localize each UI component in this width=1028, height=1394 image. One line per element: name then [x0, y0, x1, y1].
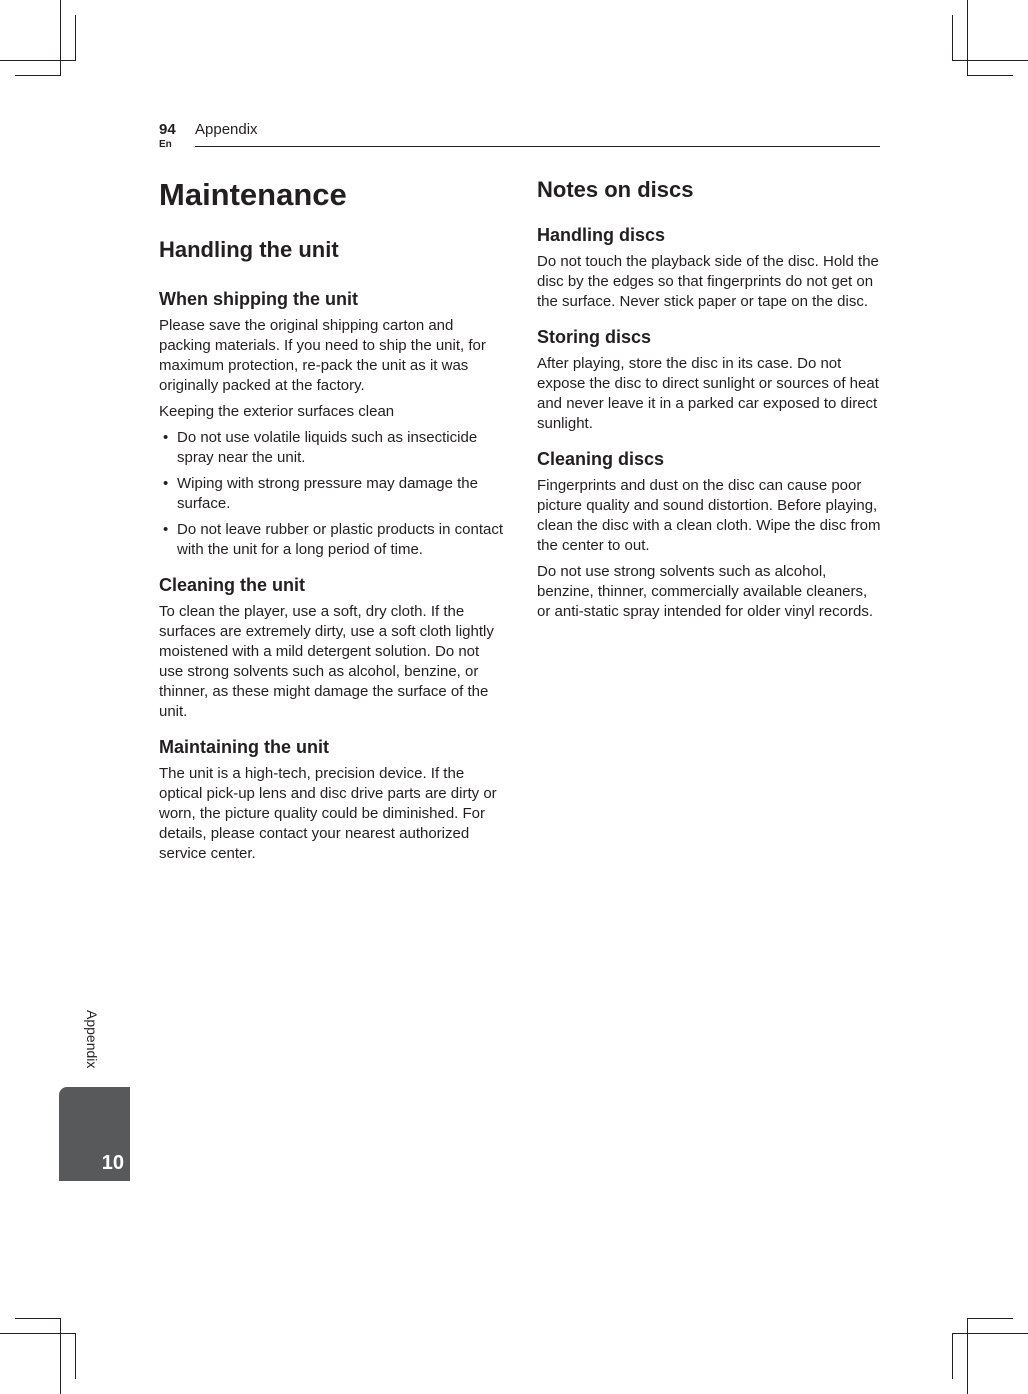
heading-cleaning-unit: Cleaning the unit: [159, 575, 305, 595]
bullet-list: [159, 428, 504, 560]
section-storing-discs: [537, 324, 882, 434]
section-cleaning-unit: [159, 572, 504, 722]
list-item: • Do not leave rubber or plastic products in contact with the unit for a long period of time.: [159, 520, 504, 560]
list-item: • Do not use volatile liquids such as insecticide spray near the unit.: [159, 428, 504, 468]
crop-mark: [75, 1333, 76, 1379]
right-column: [537, 174, 882, 634]
heading-storing-discs: Storing discs: [537, 327, 652, 347]
crop-mark: [967, 1318, 1013, 1319]
page-language: En: [159, 139, 172, 150]
page-title: Maintenance: [159, 177, 347, 212]
side-tab-label: Appendix: [84, 1010, 100, 1069]
crop-mark: [15, 75, 60, 76]
paragraph: Do not use strong solvents such as alcohol, benzine, thinner, commercially available cleaners, or anti-static spray intended for older vinyl records.: [537, 563, 873, 620]
crop-mark: [967, 0, 968, 76]
crop-mark: [0, 60, 76, 61]
paragraph: Please save the original shipping carton and packing materials. If you need to ship the unit, for maximum protection, re-pack the unit as it was originally packed at the factory.: [159, 317, 486, 394]
left-column: [159, 174, 504, 876]
header-section-title: Appendix: [195, 121, 258, 138]
crop-mark: [15, 1318, 60, 1319]
section-title-notes-discs: Notes on discs: [537, 177, 694, 202]
chapter-tab: [59, 1087, 130, 1181]
heading-maintaining-unit: Maintaining the unit: [159, 737, 329, 757]
paragraph: Do not touch the playback side of the disc. Hold the disc by the edges so that fingerprints do not get on the surface. Never stick paper or tape on the disc.: [537, 253, 879, 310]
crop-mark: [60, 0, 61, 76]
section-maintaining-unit: [159, 734, 504, 864]
section-title-handling-unit: Handling the unit: [159, 237, 339, 262]
paragraph: Keeping the exterior surfaces clean: [159, 403, 395, 420]
paragraph: The unit is a high-tech, precision device. If the optical pick-up lens and disc drive parts are dirty or worn, the picture quality could be diminished. For details, please contact your nearest authorized service center.: [159, 765, 497, 862]
crop-mark: [967, 75, 1013, 76]
paragraph: After playing, store the disc in its case. Do not expose the disc to direct sunlight or sources of heat and never leave it in a parked car exposed to direct sunlight.: [537, 355, 879, 432]
crop-mark: [952, 60, 1028, 61]
crop-mark: [952, 1333, 1028, 1334]
chapter-number: 10: [101, 1152, 124, 1174]
crop-mark: [75, 15, 76, 60]
paragraph: Fingerprints and dust on the disc can cause poor picture quality and sound distortion. Before playing, clean the disc with a clean cloth. Wipe the disc from the center to out.: [537, 477, 881, 554]
list-item: • Wiping with strong pressure may damage the surface.: [159, 474, 504, 514]
heading-shipping: When shipping the unit: [159, 289, 358, 309]
crop-mark: [0, 1333, 76, 1334]
heading-cleaning-discs: Cleaning discs: [537, 449, 665, 469]
heading-handling-discs: Handling discs: [537, 225, 666, 245]
header-rule: [195, 146, 880, 147]
crop-mark: [952, 1333, 953, 1379]
crop-mark: [60, 1318, 61, 1394]
crop-mark: [952, 15, 953, 60]
paragraph: To clean the player, use a soft, dry cloth. If the surfaces are extremely dirty, use a soft cloth lightly moistened with a mild detergent solution. Do not use strong solvents such as alcohol, benzine, or thinner, as these might damage the surface of the unit.: [159, 603, 494, 720]
page-number: 94: [159, 121, 176, 138]
section-cleaning-discs: [537, 446, 882, 622]
section-handling-discs: [537, 222, 882, 312]
section-shipping: [159, 286, 504, 560]
page-header: [159, 121, 880, 151]
crop-mark: [967, 1318, 968, 1394]
